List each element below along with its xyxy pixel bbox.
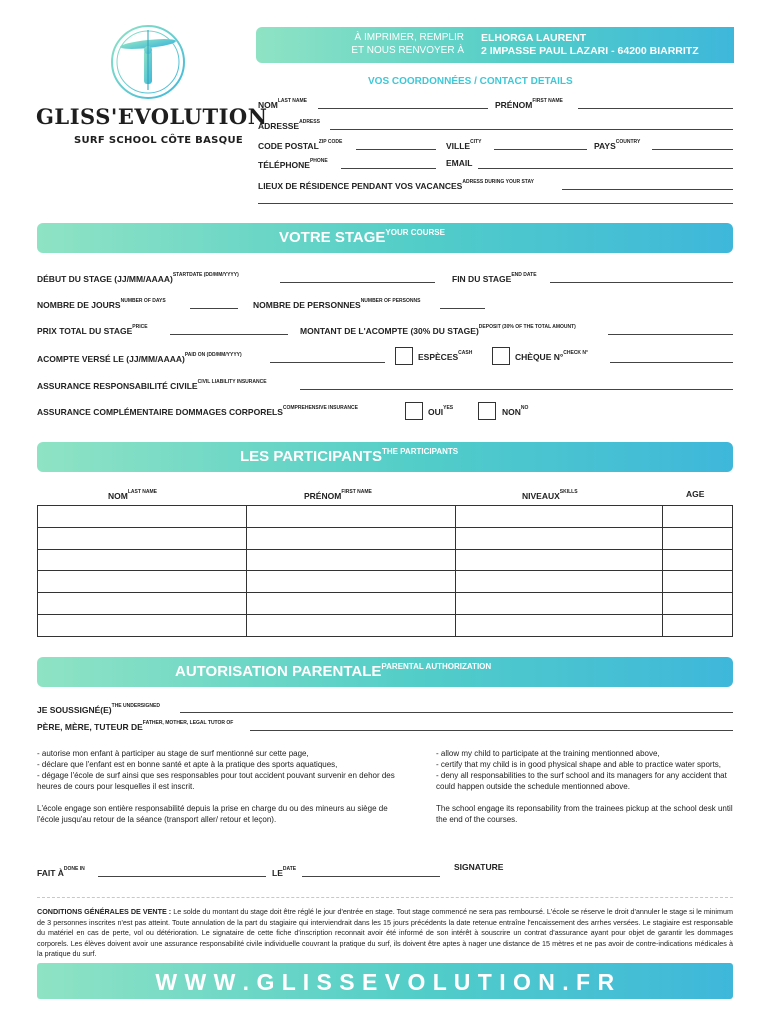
debut-label: DÉBUT DU STAGE (JJ/MM/AAAA)$^{STARTDATE (DD/MM/YYYY)}$ — [37, 272, 239, 284]
email-field[interactable] — [478, 168, 733, 169]
lieux-field-1[interactable] — [562, 189, 733, 190]
table-cell[interactable] — [663, 615, 733, 637]
conditions-divider — [37, 897, 733, 898]
non-checkbox[interactable] — [478, 402, 496, 420]
prix-label: PRIX TOTAL DU $STAGE^{PRICE}$ — [37, 324, 148, 336]
email-label: EMAIL — [446, 158, 473, 168]
personnes-field[interactable] — [440, 308, 485, 309]
table-cell[interactable] — [38, 527, 247, 549]
col-age-header: AGE — [686, 489, 705, 499]
stage-banner — [37, 223, 733, 253]
table-cell[interactable] — [246, 549, 456, 571]
table-cell[interactable] — [663, 527, 733, 549]
fait-label: FAIT $À^{DONE IN}$ — [37, 866, 85, 878]
autorisation-title: AUTORISATION $PARENTALE^{PARENTAL AUTHORIZATION}$ — [175, 662, 492, 680]
surfer-logo-icon — [30, 20, 245, 170]
pays-field[interactable] — [652, 149, 733, 150]
table-cell[interactable] — [456, 615, 663, 637]
table-row — [38, 615, 733, 637]
adresse-label: $ADRESSE^{ADRESS}$ — [258, 119, 320, 131]
acompte-label: MONTANT DE L'ACOMPTE (30% DU STAGE)$^{DEPOSIT (30\% OF THE TOTAL AMOUNT)}$ — [300, 324, 576, 336]
oui-checkbox[interactable] — [405, 402, 423, 420]
verse-label: ACOMPTE VERSÉ LE (JJ/MM/AAAA)$^{PAID ON (DD/MM/YYYY)}$ — [37, 352, 242, 364]
soussigne-field[interactable] — [180, 712, 733, 713]
header-instruction-2: ET NOUS RENVOYER À — [351, 45, 464, 56]
signature-label: SIGNATURE — [454, 862, 504, 872]
assurance-label: ASSURANCE RESPONSABILITÉ $CIVILE^{CIVIL LIABILITY INSURANCE}$ — [37, 379, 267, 391]
col-niveaux-header: $NIVEAUX^{SKILLS}$ — [522, 489, 578, 501]
table-cell[interactable] — [246, 593, 456, 615]
conditions-body: Le solde du montant du stage doit être réglé le jour d'entrée en stage. Tout stage commencé ne sera pas remboursé. L'école se réserve le droit d'annuler le stage si le minimum de 3 personnes inscrites n'est pas atteint. Toute annulation de la part du stagiaire qui interviendrait dans les 15 jours précédents la date retenue entraîne l'encaissement des arrhes versées. Le stagiaire est responsable du matériel en cas de perte, vol ou détérioration. Le signataire de cette fiche d'inscription reconnait avoir été informé de son intérêt à souscrire un contrat d'assurance ayant pour objet de garantir les dommages corporels. Les élèves doivent avoir une assurance responsabilité civile individuelle couvrant la pratique du surf, ils doivent être aptes à nager une distance de 15 mètres et ne pas avoir de contre-indications médicales à la pratique du surf. — [37, 907, 734, 958]
oui-label: $OUI^{YES}$ — [428, 405, 454, 417]
table-cell[interactable] — [38, 571, 247, 593]
header-instruction-1: À IMPRIMER, REMPLIR — [354, 32, 464, 43]
brand-tagline: SURF SCHOOL CÔTE BASQUE — [74, 135, 243, 146]
jours-field[interactable] — [190, 308, 238, 309]
fin-field[interactable] — [550, 282, 733, 283]
non-label: $NON^{NO}$ — [502, 405, 529, 417]
table-cell[interactable] — [663, 549, 733, 571]
adresse-field[interactable] — [330, 129, 733, 130]
recipient-address: 2 IMPASSE PAUL LAZARI - 64200 BIARRITZ — [481, 45, 699, 57]
table-cell[interactable] — [663, 593, 733, 615]
cheque-field[interactable] — [610, 362, 733, 363]
table-cell[interactable] — [456, 571, 663, 593]
conditions-label: CONDITIONS GÉNÉRALES DE VENTE : — [37, 907, 172, 916]
tel-label: $TÉLÉPHONE^{PHONE}$ — [258, 158, 328, 170]
table-row — [38, 506, 733, 528]
autorisation-banner — [37, 657, 733, 687]
jours-label: NOMBRE DE $JOURS^{NUMBER OF DAYS}$ — [37, 298, 166, 310]
table-cell[interactable] — [38, 615, 247, 637]
col-prenom-header: $PRÉNOM^{FIRST NAME}$ — [304, 489, 372, 501]
table-row — [38, 593, 733, 615]
table-row — [38, 527, 733, 549]
le-label: $LE^{DATE}$ — [272, 866, 297, 878]
logo — [30, 20, 268, 170]
table-cell[interactable] — [246, 571, 456, 593]
prenom-field[interactable] — [578, 108, 733, 109]
table-row — [38, 571, 733, 593]
prix-field[interactable] — [170, 334, 288, 335]
soussigne-label: JE $SOUSSIGNÉ(E)^{THE UNDERSIGNED}$ — [37, 703, 160, 715]
pere-label: PÈRE, MÈRE, TUTEUR $DE^{FATHER, MOTHER, LEGAL TUTOR OF}$ — [37, 720, 234, 732]
nom-field[interactable] — [318, 108, 488, 109]
table-row — [38, 549, 733, 571]
table-cell[interactable] — [246, 527, 456, 549]
table-cell[interactable] — [456, 506, 663, 528]
autorisation-text-fr: - autorise mon enfant à participer au stage de surf mentionné sur cette page, - déclare que l'enfant est en bonne santé et apte à la pratique des sports aquatiques, - dégage l'école de surf ainsi que ses responsables pour tout accident pouvant survenir en dehor des heures de cours pour lesquelles il est inscrit. L'école engage son entière responsabilité depuis la prise en charge du ou des mineurs au siège de l'école jusqu'au retour de la séance (transport aller/ retour et leçon). — [37, 749, 395, 824]
verse-field[interactable] — [270, 362, 385, 363]
table-cell[interactable] — [38, 593, 247, 615]
pays-label: $PAYS^{COUNTRY}$ — [594, 139, 641, 151]
fait-field[interactable] — [98, 876, 266, 877]
footer-url-banner[interactable] — [37, 963, 733, 999]
brand-name: GLISS'EVOLUTION — [36, 104, 268, 129]
especes-label: $ESPÈCES^{CASH}$ — [418, 350, 473, 362]
cheque-checkbox[interactable] — [492, 347, 510, 365]
participants-table — [37, 505, 733, 637]
recipient-name: ELHORGA LAURENT — [481, 32, 587, 44]
header-address-banner — [256, 27, 734, 63]
table-cell[interactable] — [456, 593, 663, 615]
participants-title: LES $PARTICIPANTS^{THE PARTICIPANTS}$ — [240, 447, 459, 465]
date-field[interactable] — [302, 876, 440, 877]
table-cell[interactable] — [38, 506, 247, 528]
nom-label: $NOM^{LAST NAME}$ — [258, 98, 308, 110]
col-nom-header: $NOM^{LAST NAME}$ — [108, 489, 158, 501]
table-cell[interactable] — [246, 615, 456, 637]
cp-field[interactable] — [356, 149, 436, 150]
pere-field[interactable] — [250, 730, 733, 731]
stage-title: VOTRE $STAGE^{YOUR COURSE}$ — [279, 228, 445, 246]
assurance-field[interactable] — [300, 389, 733, 390]
ville-field[interactable] — [494, 149, 587, 150]
table-cell[interactable] — [663, 571, 733, 593]
personnes-label: NOMBRE DE $PERSONNES^{NUMBER OF PERSONNS}$ — [253, 298, 421, 310]
debut-field[interactable] — [280, 282, 435, 283]
conditions-text — [37, 907, 733, 960]
ville-label: $VILLE^{CITY}$ — [446, 139, 482, 151]
acompte-field[interactable] — [608, 334, 733, 335]
especes-checkbox[interactable] — [395, 347, 413, 365]
cheque-label: CHÈQUE N°$^{CHECK N^\circ}$ — [515, 350, 589, 362]
assurance2-label: ASSURANCE COMPLÉMENTAIRE DOMMAGES $CORPORELS^{COMPREHENSIVE INSURANCE}$ — [37, 405, 358, 417]
table-cell[interactable] — [456, 527, 663, 549]
lieux-label: LIEUX DE RÉSIDENCE PENDANT VOS $VACANCES^{ADRESS DURING YOUR STAY}$ — [258, 179, 534, 191]
website-url: W W W . G L I S S E V O L U T I O N . F R — [155, 969, 615, 995]
contact-section-title: VOS COORDONNÉES / CONTACT DETAILS — [368, 76, 573, 87]
cp-label: CODE $POSTAL^{ZIP CODE}$ — [258, 139, 343, 151]
lieux-field-2[interactable] — [258, 203, 733, 204]
prenom-label: $PRÉNOM^{FIRST NAME}$ — [495, 98, 563, 110]
fin-label: FIN DU $STAGE^{END DATE}$ — [452, 272, 537, 284]
autorisation-text-en: - allow my child to participate at the training mentionned above, - certify that my child is in good physical shape and able to practice water sports, - deny all responsabilities to the surf school and its managers for any accident that could happen outside the schedule mentionned above. The school engage its reponsability from the trainees pickup at the school desk until the end of the courses. — [436, 749, 733, 824]
participants-banner — [37, 442, 733, 472]
table-cell[interactable] — [663, 506, 733, 528]
table-cell[interactable] — [246, 506, 456, 528]
tel-field[interactable] — [341, 168, 436, 169]
table-cell[interactable] — [38, 549, 247, 571]
table-cell[interactable] — [456, 549, 663, 571]
